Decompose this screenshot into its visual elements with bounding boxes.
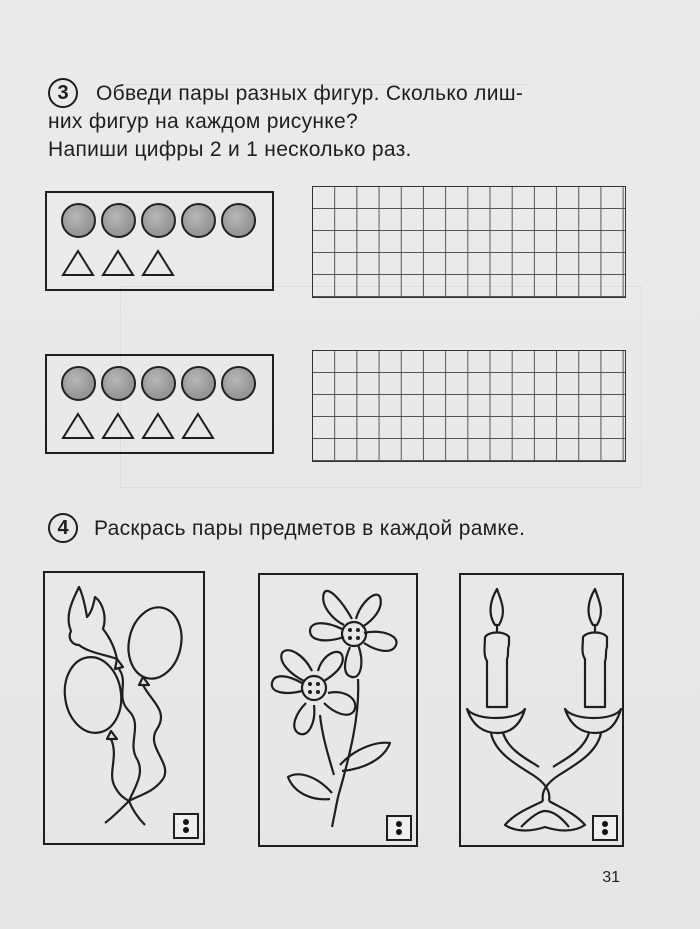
balloons-icon[interactable] <box>45 573 203 843</box>
writing-grid-2[interactable] <box>312 350 626 462</box>
shapes-frame-2 <box>45 354 274 454</box>
circle-shape[interactable] <box>141 203 176 238</box>
triangle-shape[interactable] <box>141 249 175 277</box>
shapes-frame-1 <box>45 191 274 291</box>
task3-line2: них фигур на каждом рисунке? <box>48 110 358 133</box>
circle-shape[interactable] <box>101 203 136 238</box>
picture-frame-candles <box>459 573 624 847</box>
task3-line1: Обведи пары разных фигур. Сколько лиш- <box>96 82 524 105</box>
task4-text: Раскрась пары предметов в каждой рамке. <box>94 517 526 540</box>
task4-number-badge: 4 <box>48 513 78 543</box>
circle-shape[interactable] <box>101 366 136 401</box>
triangle-shape[interactable] <box>101 412 135 440</box>
task3-line3: Напиши цифры 2 и 1 несколько раз. <box>48 138 412 161</box>
page-number: 31 <box>602 869 620 886</box>
circle-shape[interactable] <box>61 203 96 238</box>
writing-grid-1[interactable] <box>312 186 626 298</box>
circle-shape[interactable] <box>181 203 216 238</box>
triangle-shape[interactable] <box>181 412 215 440</box>
circle-shape[interactable] <box>181 366 216 401</box>
triangle-shape[interactable] <box>101 249 135 277</box>
candles-icon[interactable] <box>461 575 622 845</box>
dots-marker-box <box>173 813 199 839</box>
picture-frame-flowers <box>258 573 418 847</box>
triangle-shape[interactable] <box>61 249 95 277</box>
triangle-shape[interactable] <box>141 412 175 440</box>
dots-marker-box <box>386 815 412 841</box>
dots-marker-box <box>592 815 618 841</box>
circle-shape[interactable] <box>221 203 256 238</box>
task3-number-badge: 3 <box>48 78 78 108</box>
picture-frame-balloons <box>43 571 205 845</box>
flowers-icon[interactable] <box>260 575 416 845</box>
circle-shape[interactable] <box>221 366 256 401</box>
triangle-shape[interactable] <box>61 412 95 440</box>
circle-shape[interactable] <box>141 366 176 401</box>
circle-shape[interactable] <box>61 366 96 401</box>
